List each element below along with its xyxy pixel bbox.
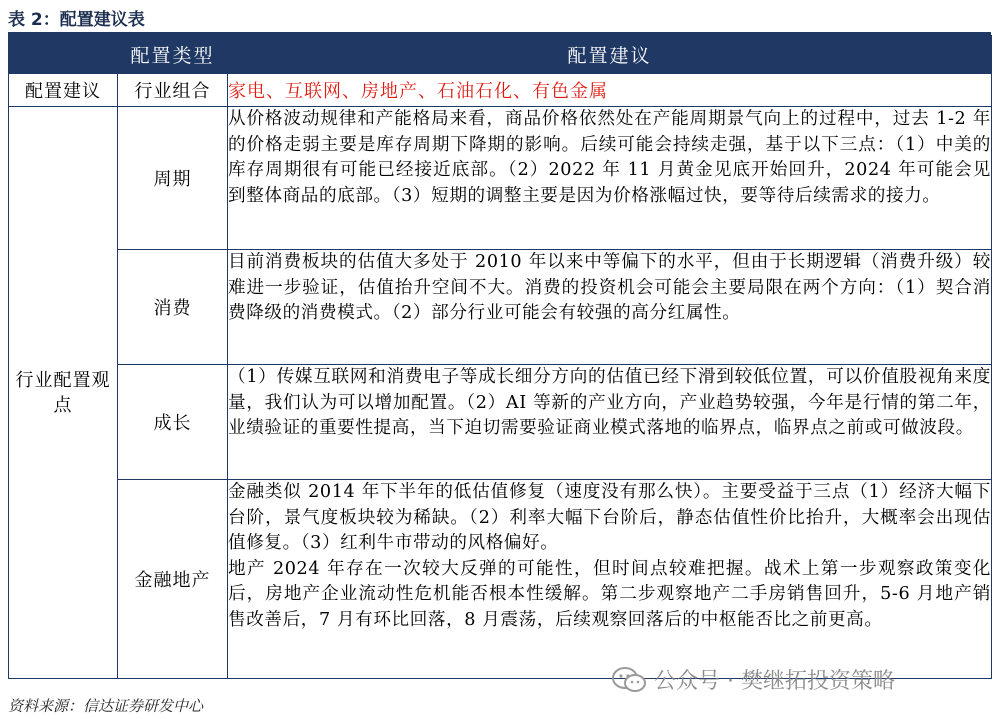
category-consumption: 消费 — [118, 250, 228, 365]
header-config-type: 配置类型 — [118, 36, 228, 74]
table-row — [9, 107, 992, 250]
industry-combo-value: 家电、互联网、房地产、石油石化、有色金属 — [228, 74, 992, 107]
table-row — [9, 250, 992, 365]
category-cycle-text: 从价格波动规律和产能格局来看，商品价格依然处在产能周期景气向上的过程中，过去 1-2 年的价格走弱主要是库存周期下降期的影响。后续可能会持续走强，基于以下三点：（1）中美的库存周期很有可能已经接近底部。（2）2022 年 11 月黄金见底开始回升，2024 年可能会见到整体商品的底部。（3）短期的调整主要是因为价格涨幅过快，要等待后续需求的接力。 — [228, 107, 992, 250]
category-cycle: 周期 — [118, 107, 228, 250]
category-growth-text: （1）传媒互联网和消费电子等成长细分方向的估值已经下滑到较低位置，可以价值股视角来度量，我们认为可以增加配置。（2）AI 等新的产业方向，产业趋势较强，今年是行情的第二年，业绩验证的重要性提高，当下迫切需要验证商业模式落地的临界点，临界点之前或可做波段。 — [228, 365, 992, 480]
category-consumption-text: 目前消费板块的估值大多处于 2010 年以来中等偏下的水平，但由于长期逻辑（消费升级）较难进一步验证，估值抬升空间不大。消费的投资机会可能会主要局限在两个方向：（1）契合消费降级的消费模式。（2）部分行业可能会有较强的高分红属性。 — [228, 250, 992, 365]
watermark — [612, 664, 895, 695]
category-finance-realestate-text — [228, 480, 992, 679]
industry-view-label: 行业配置观点 — [9, 107, 118, 679]
realestate-paragraph: 地产 2024 年存在一次较大反弹的可能性，但时间点较难把握。战术上第一步观察政策变化后，房地产企业流动性危机能否根本性缓解。第二步观察地产二手房销售回升，5-6 月地产销售改善后，7 月有环比回落，8 月震荡，后续观察回落后的中枢能否比之前更高。 — [228, 558, 991, 630]
finance-paragraph: 金融类似 2014 年下半年的低估值修复（速度没有那么快）。主要受益于三点（1）经济大幅下台阶，景气度板块较为稀缺。（2）利率大幅下台阶后，静态估值性价比抬升，大概率会出现估值修复。（3）红利牛市带动的风格偏好。 — [228, 482, 991, 553]
table-caption: 表 2：配置建议表 — [8, 10, 145, 30]
source-note: 资料来源：信达证券研发中心 — [8, 697, 204, 715]
table-row — [9, 365, 992, 480]
header-config-suggestion: 配置建议 — [228, 36, 992, 74]
config-table — [8, 35, 992, 679]
watermark-text: 公众号 · 樊继拓投资策略 — [654, 669, 895, 694]
header-col1 — [9, 36, 118, 74]
table-row — [9, 480, 992, 679]
wechat-icon — [612, 666, 646, 694]
category-growth: 成长 — [118, 365, 228, 480]
row-type-industry-combo: 行业组合 — [118, 74, 228, 107]
row-label-config: 配置建议 — [9, 74, 118, 107]
table-header-row — [9, 36, 992, 74]
table-row — [9, 74, 992, 107]
category-finance-realestate: 金融地产 — [118, 480, 228, 679]
